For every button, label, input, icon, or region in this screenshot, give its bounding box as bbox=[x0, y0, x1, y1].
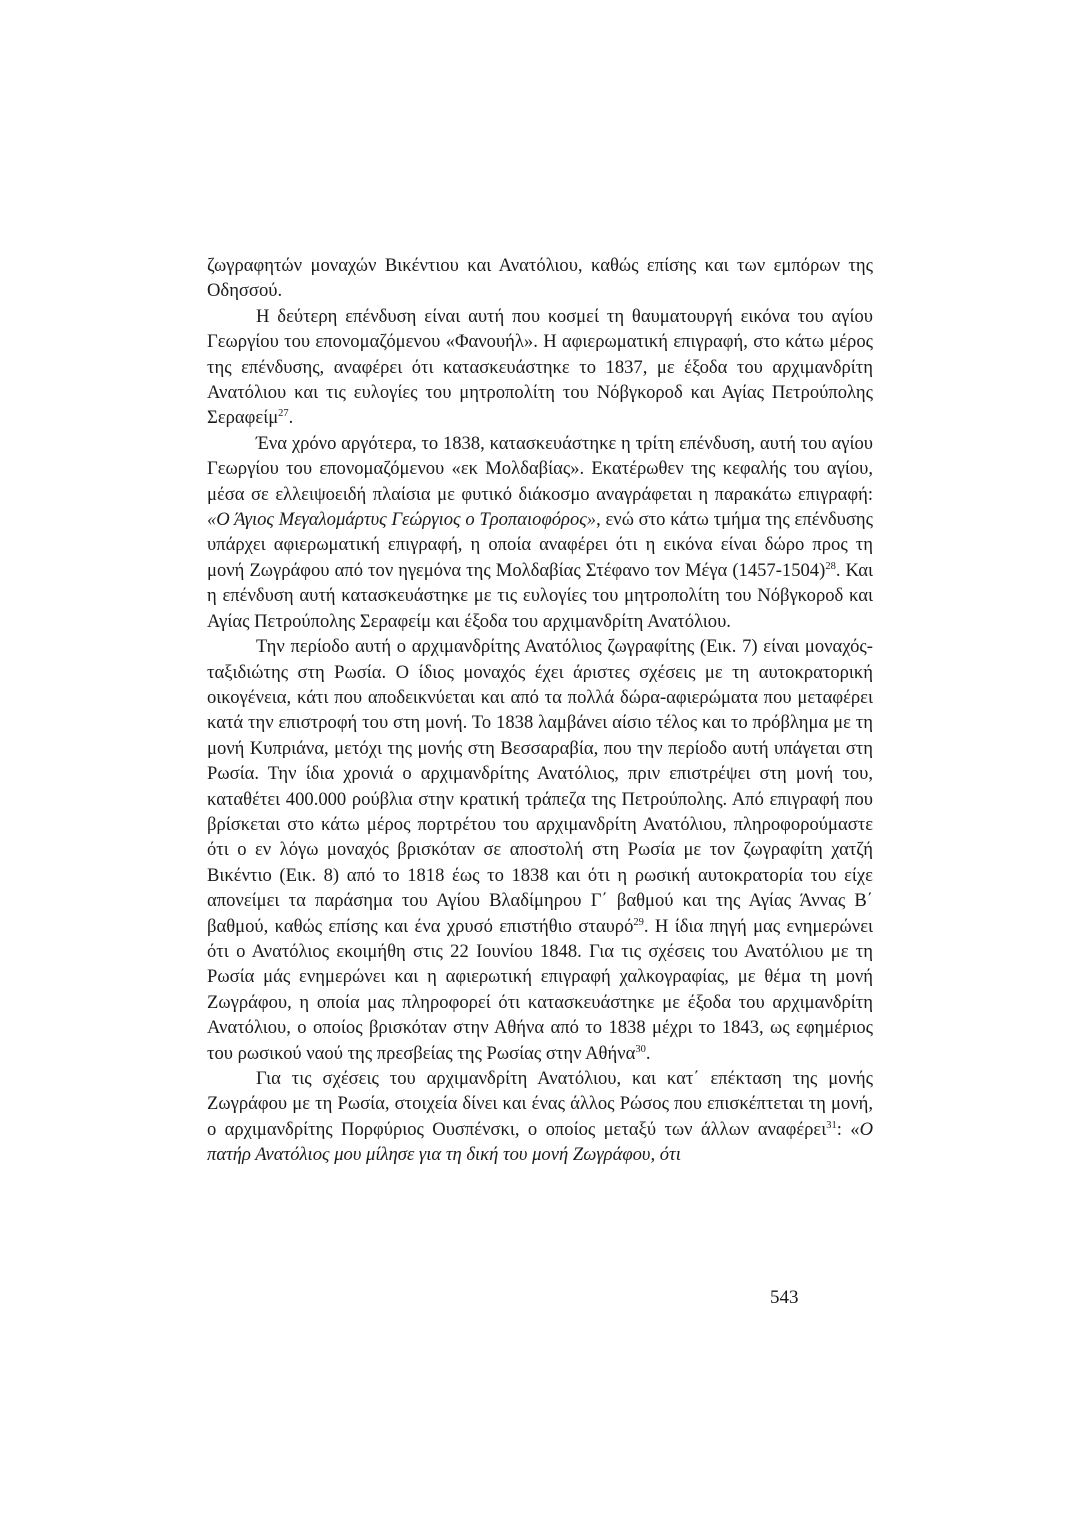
footnote-ref-30[interactable]: 30 bbox=[635, 1043, 646, 1055]
inscription-quote: «Ο Άγιος Μεγαλομάρτυς Γεώργιος ο Τροπαιοφόρος» bbox=[207, 509, 597, 531]
uspensky-quote: Ο πατήρ Ανατόλιος μου μίλησε για τη δική του μονή Ζωγράφου, ότι bbox=[207, 1118, 873, 1166]
paragraph-4 bbox=[207, 634, 873, 1066]
paragraph-5-text-a: Για τις σχέσεις του αρχιμανδρίτη Ανατόλιου, και κατ΄ επέκταση της μονής Ζωγράφου με τη Ρωσία, στοιχεία δίνει και ένας άλλος Ρώσος που επισκέπτεται τη μονή, ο αρχιμανδρίτης Πορφύριος Ουσπένσκι, ο οποίος μεταξύ των άλλων αναφέρει bbox=[207, 1068, 873, 1140]
page-number: 543 bbox=[770, 1287, 799, 1308]
paragraph-2-tail: . bbox=[288, 407, 294, 429]
footnote-ref-27[interactable]: 27 bbox=[278, 408, 289, 420]
paragraph-2 bbox=[207, 304, 873, 431]
paragraph-2-text: Η δεύτερη επένδυση είναι αυτή που κοσμεί τη θαυματουργή εικόνα του αγίου Γεωργίου του επονομαζόμενου «Φανουήλ». Η αφιερωματική επιγραφή, στο κάτω μέρος της επένδυσης, αναφέρει ότι κατασκευάστηκε το 1837, με έξοδα του αρχιμανδρίτη Ανατόλιου και τις ευλογίες του μητροπολίτη του Νόβγκοροδ και Αγίας Πετρούπολης Σεραφείμ bbox=[207, 305, 873, 429]
paragraph-4-text-c: . bbox=[645, 1042, 651, 1064]
paragraph-1-text: ζωγραφητών μοναχών Βικέντιου και Ανατόλιου, καθώς επίσης και των εμπόρων της Οδησσού. bbox=[207, 255, 873, 302]
main-text bbox=[207, 253, 873, 1168]
footnote-ref-29[interactable]: 29 bbox=[633, 916, 644, 928]
paragraph-5 bbox=[207, 1066, 873, 1168]
footnote-ref-31[interactable]: 31 bbox=[826, 1119, 837, 1131]
footnote-ref-28[interactable]: 28 bbox=[825, 560, 836, 572]
paragraph-5-text-b: : « bbox=[836, 1118, 860, 1140]
paragraph-3 bbox=[207, 431, 873, 634]
paragraph-3-text-a: Ένα χρόνο αργότερα, το 1838, κατασκευάστηκε η τρίτη επένδυση, αυτή του αγίου Γεωργίου του επονομαζόμενου «εκ Μολδαβίας». Εκατέρωθεν της κεφαλής του αγίου, μέσα σε ελλειψοειδή πλαίσια με φυτικό διάκοσμο αναγράφεται η παρακάτω επιγραφή: bbox=[207, 432, 873, 505]
paragraph-4-text-b: . Η ίδια πηγή μας ενημερώνει ότι ο Ανατόλιος εκοιμήθη στις 22 Ιουνίου 1848. Για τις σχέσεις του Ανατόλιου με τη Ρωσία μάς ενημερώνει και η αφιερωτική επιγραφή χαλκογραφίας, με θέμα τη μονή Ζωγράφου, η οποία μας πληροφορεί ότι κατασκευάστηκε με έξοδα του αρχιμανδρίτη Ανατόλιου, ο οποίος βρισκόταν στην Αθήνα από το 1838 μέχρι το 1843, ως εφημέριος του ρωσικού ναού της πρεσβείας της Ρωσίας στην Αθήνα bbox=[207, 915, 874, 1064]
paragraph-1 bbox=[207, 253, 873, 304]
paragraph-3-text-c: . Και η επένδυση αυτή κατασκευάστηκε με τις ευλογίες του μητροπολίτη του Νόβγκοροδ και Αγίας Πετρούπολης Σεραφείμ και έξοδα του αρχιμανδρίτη Ανατόλιου. bbox=[207, 559, 873, 632]
paragraph-3-text-b: , ενώ στο κάτω τμήμα της επένδυσης υπάρχει αφιερωματική επιγραφή, η οποία αναφέρει ότι η εικόνα είναι δώρο προς τη μονή Ζωγράφου από τον ηγεμόνα της Μολδαβίας Στέφανο τον Μέγα (1457-1504) bbox=[207, 509, 873, 581]
paragraph-4-text-a: Την περίοδο αυτή ο αρχιμανδρίτης Ανατόλιος ζωγραφίτης (Εικ. 7) είναι μοναχός-ταξιδιώτης στη Ρωσία. Ο ίδιος μοναχός έχει άριστες σχέσεις με τη αυτοκρατορική οικογένεια, κάτι που αποδεικνύεται και από τα πολλά δώρα-αφιερώματα που μεταφέρει κατά την επιστροφή του στη μονή. Το 1838 λαμβάνει αίσιο τέλος και το πρόβλημα με τη μονή Κυπριάνα, μετόχι της μονής στη Βεσσαραβία, που την περίοδο αυτή υπάγεται στη Ρωσία. Την ίδια χρονιά ο αρχιμανδρίτης Ανατόλιος, πριν επιστρέψει στη μονή του, καταθέτει 400.000 ρούβλια στην κρατική τράπεζα της Πετρούπολης. Από επιγραφή που βρίσκεται στο κάτω μέρος πορτρέτου του αρχιμανδρίτη Ανατόλιου, πληροφορούμαστε ότι ο εν λόγω μοναχός βρισκόταν σε αποστολή στη Ρωσία με τον ζωγραφίτη χατζή Βικέντιο (Εικ. 8) από το 1818 έως το 1838 και ότι η ρωσική αυτοκρατορία του είχε απονείμει τα παράσημα του Αγίου Βλαδίμηρου Γ΄ βαθμού και της Αγίας Άννας Β΄ βαθμού, καθώς επίσης και ένα χρυσό επιστήθιο σταυρό bbox=[207, 636, 873, 937]
